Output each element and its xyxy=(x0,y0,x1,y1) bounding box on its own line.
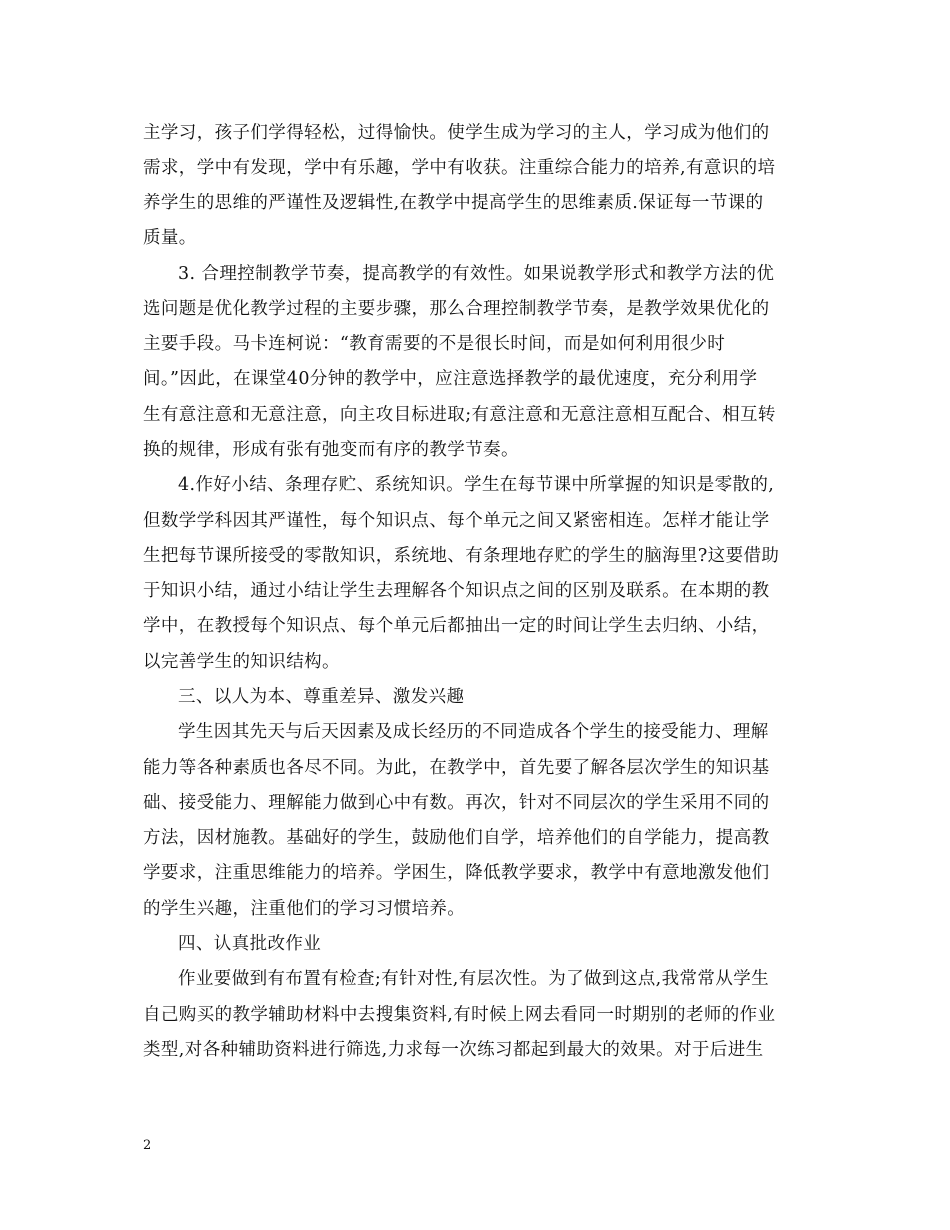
body-text-line: 但数学学科因其严谨性，每个知识点、每个单元之间又紧密相连。怎样才能让学 xyxy=(143,511,770,531)
body-text-line: 主要手段。马卡连柯说：“教育需要的不是很长时间，而是如何利用很少时 xyxy=(143,334,726,354)
body-text-line: 养学生的思维的严谨性及逻辑性,在教学中提高学生的思维素质.保证每一节课的 xyxy=(143,193,764,213)
body-text-line: 础、接受能力、理解能力做到心中有数。再次，针对不同层次的学生采用不同的 xyxy=(143,793,770,813)
body-text-line: 自己购买的教学辅助材料中去搜集资料,有时候上网去看同一时期别的老师的作业 xyxy=(143,1005,776,1025)
body-text-line: 能力等各种素质也各尽不同。为此，在教学中，首先要了解各层次学生的知识基 xyxy=(143,758,770,778)
body-text-line: 类型,对各种辅助资料进行筛选,力求每一次练习都起到最大的效果。对于后进生 xyxy=(143,1040,764,1060)
body-text-line: 以完善学生的知识结构。 xyxy=(143,652,340,672)
section-heading: 三、以人为本、尊重差异、激发兴趣 xyxy=(178,687,465,707)
body-text-line: 选问题是优化教学过程的主要步骤，那么合理控制教学节奏，是教学效果优化的 xyxy=(143,299,770,319)
body-text-line: 方法，因材施教。基础好的学生，鼓励他们自学，培养他们的自学能力，提高教 xyxy=(143,828,770,848)
paragraph-first-line: 作业要做到有布置有检查;有针对性,有层次性。为了做到这点,我常常从学生 xyxy=(178,969,770,989)
page-number: 2 xyxy=(143,1138,152,1153)
paragraph-first-line: 3. 合理控制教学节奏，提高教学的有效性。如果说教学形式和教学方法的优 xyxy=(178,264,775,284)
body-text-line: 换的规律，形成有张有弛变而有序的教学节奏。 xyxy=(143,440,519,460)
body-text-line: 的学生兴趣，注重他们的学习习惯培养。 xyxy=(143,899,466,919)
body-text-line: 生有意注意和无意注意，向主攻目标进取;有意注意和无意注意相互配合、相互转 xyxy=(143,405,776,425)
body-text-line: 主学习，孩子们学得轻松，过得愉快。使学生成为学习的主人，学习成为他们的 xyxy=(143,123,770,143)
body-text-line: 需求，学中有发现，学中有乐趣，学中有收获。注重综合能力的培养,有意识的培 xyxy=(143,158,776,178)
body-text-line: 学要求，注重思维能力的培养。学困生，降低教学要求，教学中有意地激发他们 xyxy=(143,863,770,883)
body-text-line: 质量。 xyxy=(143,228,197,248)
body-text-line: 学中，在教授每个知识点、每个单元后都抽出一定的时间让学生去归纳、小结， xyxy=(143,616,770,636)
body-text-line: 于知识小结，通过小结让学生去理解各个知识点之间的区别及联系。在本期的教 xyxy=(143,581,770,601)
body-text-line: 生把每节课所接受的零散知识，系统地、有条理地存贮的学生的脑海里?这要借助 xyxy=(143,546,780,566)
section-heading: 四、认真批改作业 xyxy=(178,934,322,954)
paragraph-first-line: 学生因其先天与后天因素及成长经历的不同造成各个学生的接受能力、理解 xyxy=(178,722,769,742)
paragraph-first-line: 4.作好小结、条理存贮、系统知识。学生在每节课中所掌握的知识是零散的, xyxy=(178,475,775,495)
body-text-line: 间。”因此，在课堂40分钟的教学中，应注意选择教学的最优速度，充分利用学 xyxy=(143,369,758,389)
